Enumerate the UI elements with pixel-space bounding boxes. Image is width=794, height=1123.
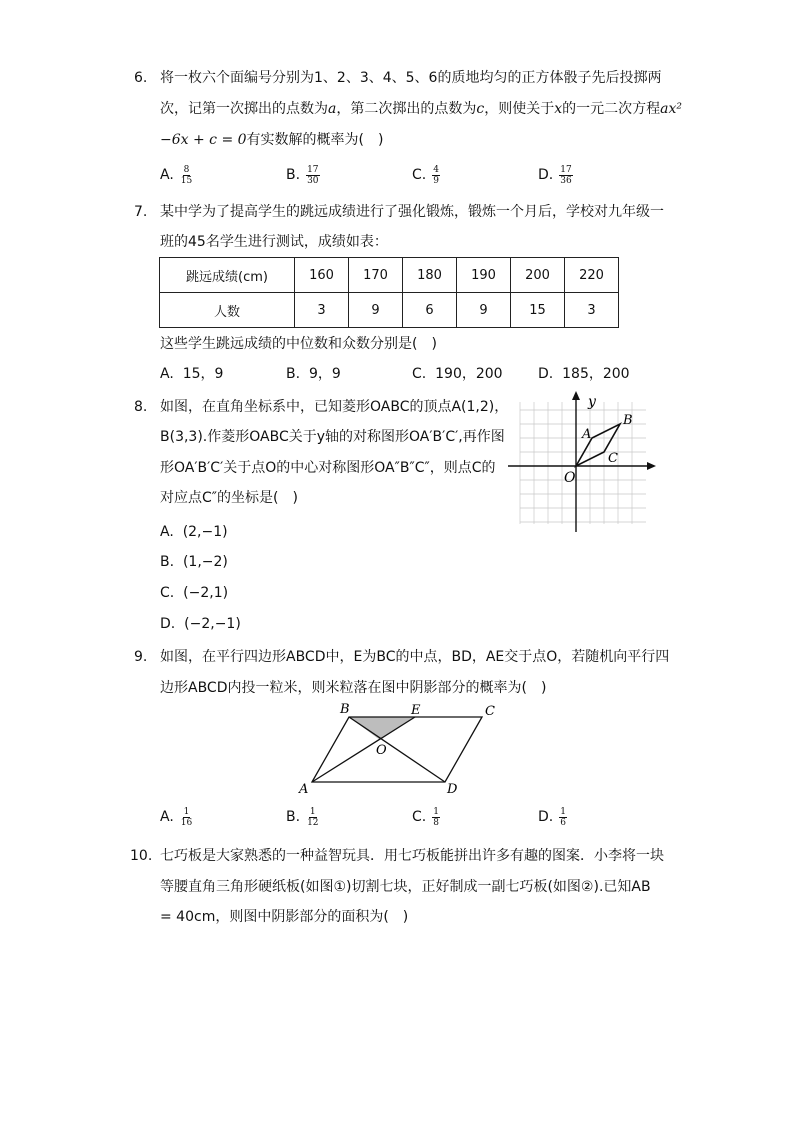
table-header-cell: 跳远成绩(cm) [160, 258, 295, 293]
option-d[interactable] [538, 361, 630, 387]
x-axis-arrow [647, 462, 656, 470]
question-number: 10. [130, 848, 153, 864]
numerator: 1 [433, 806, 439, 817]
label-a: A [582, 427, 592, 442]
option-d[interactable] [538, 804, 567, 830]
option-label: D. [538, 366, 554, 382]
numerator: 8 [183, 164, 190, 175]
option-c[interactable] [412, 361, 503, 387]
numerator: 4 [433, 164, 439, 175]
option-label: A. [160, 366, 174, 382]
option-text: (1,−2) [182, 554, 228, 570]
option-label: B. [286, 366, 301, 382]
text-fragment: 有实数解的概率为( ) [246, 132, 384, 148]
label-c: C [485, 704, 495, 719]
coordinate-figure [504, 388, 660, 534]
option-text: (2,−1) [182, 524, 228, 540]
denominator: 15 [180, 175, 193, 186]
numerator: 17 [307, 164, 319, 175]
label-d: D [447, 782, 458, 797]
table-row [160, 258, 619, 293]
shaded-triangle [349, 717, 415, 740]
option-text: 190，200 [435, 366, 503, 382]
text-fragment: ，则使关于 [484, 101, 555, 117]
option-b[interactable] [160, 549, 228, 575]
fraction [559, 165, 572, 186]
question-text-line: 边形ABCD内投一粒米，则米粒落在图中阴影部分的概率为( ) [160, 680, 547, 696]
denominator: 6 [560, 817, 566, 828]
table-row [160, 293, 619, 328]
option-a[interactable] [160, 361, 223, 387]
option-label: C. [412, 366, 427, 382]
math-variable: x [554, 101, 563, 117]
fraction [432, 807, 440, 828]
question-text-line: 七巧板是大家熟悉的一种益智玩具．用七巧板能拼出许多有趣的图案．小李将一块 [160, 848, 664, 864]
option-text: 9，9 [308, 366, 341, 382]
table-cell: 170 [349, 258, 403, 293]
fraction [432, 165, 440, 186]
label-y: y [588, 394, 596, 410]
option-label: D. [160, 616, 176, 632]
question-text-line [160, 129, 383, 151]
option-label: B. [160, 554, 175, 570]
label-b: B [340, 702, 350, 717]
label-e: E [411, 703, 421, 718]
option-c[interactable] [412, 804, 440, 830]
fraction [559, 807, 567, 828]
table-cell: 3 [295, 293, 349, 328]
table-cell: 9 [349, 293, 403, 328]
option-label: C. [412, 167, 427, 183]
table-cell: 200 [511, 258, 565, 293]
denominator: 36 [560, 175, 572, 186]
option-c[interactable] [412, 162, 440, 188]
option-label: C. [160, 585, 175, 601]
table-cell: 190 [457, 258, 511, 293]
table-cell: 160 [295, 258, 349, 293]
question-text-line: 对应点C″的坐标是( ) [160, 490, 298, 506]
option-label: C. [412, 809, 427, 825]
question-text-line: 班的45名学生进行测试，成绩如表： [160, 234, 388, 250]
question-text-line: 某中学为了提高学生的跳远成绩进行了强化锻炼，锻炼一个月后，学校对九年级一 [160, 204, 664, 220]
option-d[interactable] [160, 611, 241, 637]
option-c[interactable] [160, 580, 228, 606]
option-label: B. [286, 167, 301, 183]
numerator: 17 [560, 164, 572, 175]
question-text-line: 形OA′B′C′关于点O的中心对称图形OA″B″C″，则点C的 [160, 460, 496, 476]
label-o: O [564, 470, 576, 486]
label-a: A [299, 782, 309, 797]
parallelogram-figure [292, 702, 512, 798]
table-cell: 15 [511, 293, 565, 328]
option-text: 185，200 [562, 366, 630, 382]
option-text: 15，9 [182, 366, 224, 382]
option-b[interactable] [286, 804, 320, 830]
question-number: 6. [134, 70, 148, 86]
label-c: C [608, 451, 618, 466]
fraction [306, 165, 319, 186]
question-text-line: B(3,3).作菱形OABC关于y轴的对称图形OA′B′C′,再作图 [160, 429, 505, 445]
question-text-line: = 40cm，则图中阴影部分的面积为( ) [160, 909, 409, 925]
option-a[interactable] [160, 804, 193, 830]
score-table [159, 257, 619, 328]
math-variable: c [476, 101, 485, 117]
option-label: D. [538, 809, 554, 825]
option-text: (−2,1) [183, 585, 229, 601]
math-variable: a [328, 101, 337, 117]
option-label: A. [160, 809, 174, 825]
option-a[interactable] [160, 162, 193, 188]
option-label: A. [160, 167, 174, 183]
numerator: 1 [183, 806, 190, 817]
option-label: A. [160, 524, 174, 540]
table-header-cell: 人数 [160, 293, 295, 328]
denominator: 9 [433, 175, 439, 186]
text-fragment: ，第二次掷出的点数为 [336, 101, 477, 117]
question-number: 7. [134, 204, 148, 220]
math-expression: −6x + c = 0 [160, 132, 247, 148]
question-text-line: 将一枚六个面编号分别为1、2、3、4、5、6的质地均匀的正方体骰子先后投掷两 [160, 70, 662, 86]
question-text-line [160, 98, 682, 120]
option-b[interactable] [286, 162, 320, 188]
table-cell: 9 [457, 293, 511, 328]
question-number: 9. [134, 649, 148, 665]
y-axis-arrow [572, 391, 580, 400]
option-a[interactable] [160, 519, 228, 545]
option-b[interactable] [286, 361, 341, 387]
fraction [180, 165, 193, 186]
question-text-line: 如图，在直角坐标系中，已知菱形OABC的顶点A(1,2)， [160, 399, 509, 415]
table-cell: 6 [403, 293, 457, 328]
numerator: 1 [309, 806, 316, 817]
text-fragment: 的一元二次方程 [562, 101, 661, 117]
text-fragment: 次，记第一次掷出的点数为 [160, 101, 328, 117]
question-text-line: 这些学生跳远成绩的中位数和众数分别是( ) [160, 336, 437, 352]
option-label: D. [538, 167, 554, 183]
fraction [306, 807, 319, 828]
denominator: 8 [433, 817, 439, 828]
option-d[interactable] [538, 162, 573, 188]
question-number: 8. [134, 399, 148, 415]
option-label: B. [286, 809, 301, 825]
question-text-line: 如图，在平行四边形ABCD中，E为BC的中点，BD，AE交于点O，若随机向平行四 [160, 649, 670, 665]
fraction [180, 807, 193, 828]
option-text: (−2,−1) [184, 616, 241, 632]
table-cell: 180 [403, 258, 457, 293]
numerator: 1 [560, 806, 566, 817]
denominator: 30 [307, 175, 319, 186]
denominator: 12 [307, 817, 319, 828]
label-o: O [376, 743, 387, 758]
table-cell: 3 [565, 293, 619, 328]
math-expression: ax² [660, 101, 682, 117]
label-b: B [623, 413, 633, 428]
table-cell: 220 [565, 258, 619, 293]
denominator: 16 [180, 817, 193, 828]
question-text-line: 等腰直角三角形硬纸板(如图①)切割七块，正好制成一副七巧板(如图②).已知AB [160, 879, 651, 895]
